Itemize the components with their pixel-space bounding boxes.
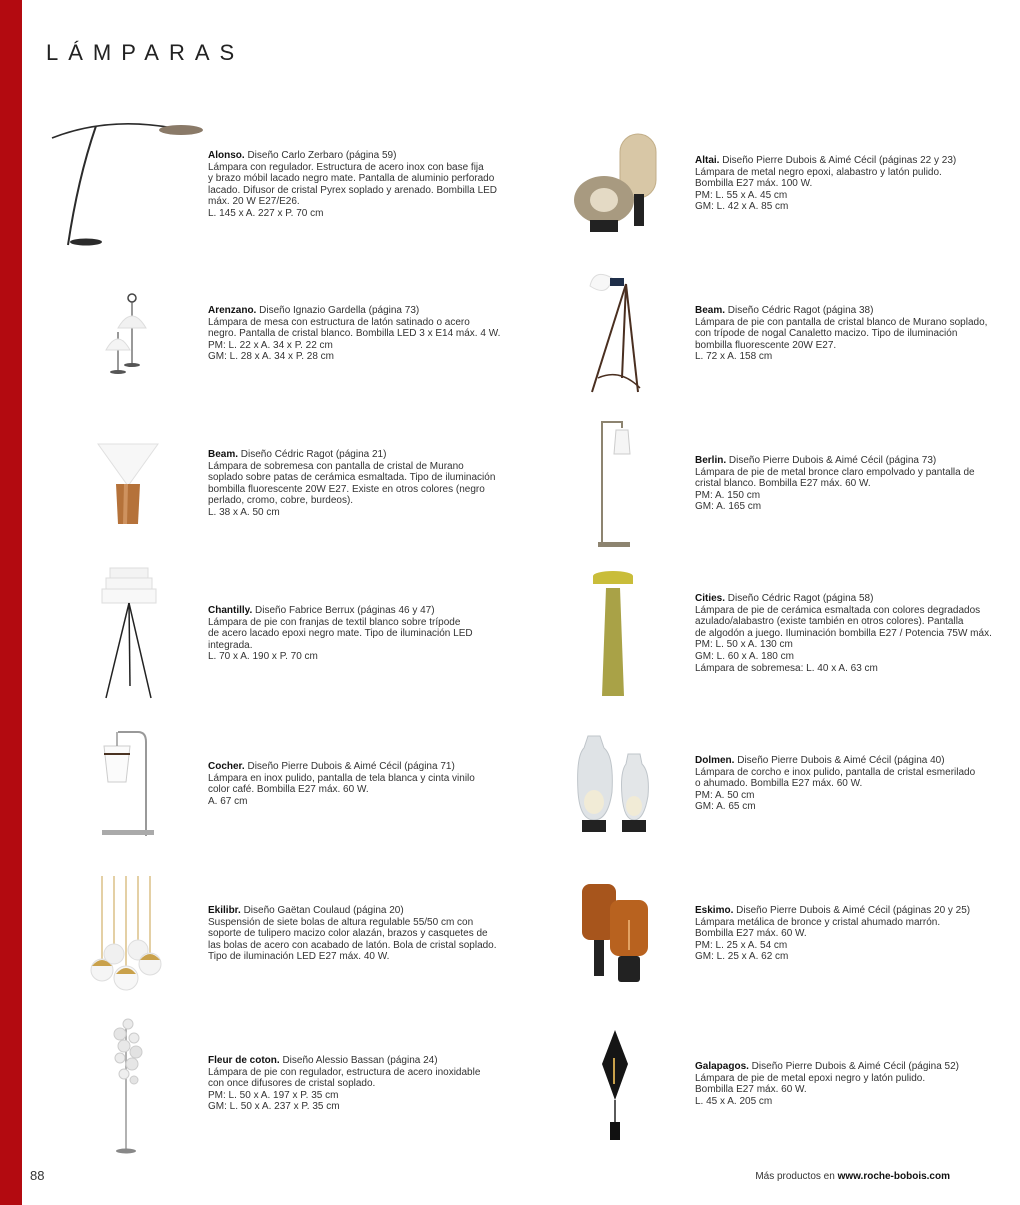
product-name: Beam. — [695, 305, 726, 316]
product-line: bombilla fluorescente 20W E27. — [695, 339, 837, 351]
cocher-lamp-image — [98, 726, 158, 842]
product-line: las bolas de acero con acabado de latón. Bola de cristal soplado. — [208, 939, 497, 951]
product-line: PM: L. 25 x A. 54 cm — [695, 939, 788, 951]
product-line: integrada. — [208, 639, 253, 651]
product-line: Diseño Gaëtan Coulaud (página 20) — [240, 905, 404, 916]
product-line: L. 70 x A. 190 x P. 70 cm — [208, 651, 318, 663]
product-chantilly — [208, 605, 508, 663]
product-line: de acero lacado epoxi negro mate. Tipo de iluminación LED — [208, 628, 473, 640]
product-fleur-de-coton — [208, 1055, 508, 1113]
arenzano-lamp-image — [100, 290, 160, 378]
product-line: con once difusores de cristal soplado. — [208, 1078, 376, 1090]
beam-table-lamp-image — [96, 440, 160, 528]
product-line: Diseño Pierre Dubois & Aimé Cécil (páginas 20 y 25) — [733, 905, 971, 916]
product-line: Diseño Pierre Dubois & Aimé Cécil (página 73) — [726, 455, 937, 466]
product-beam-floor — [695, 305, 995, 363]
product-line: Diseño Pierre Dubois & Aimé Cécil (página 52) — [748, 1061, 960, 1072]
product-line: Bombilla E27 máx. 60 W. — [695, 928, 807, 940]
product-line: GM: L. 42 x A. 85 cm — [695, 201, 789, 213]
product-line: Diseño Pierre Dubois & Aimé Cécil (página 40) — [734, 755, 945, 766]
product-line: Lámpara de pie con regulador, estructura de acero inoxidable — [208, 1066, 481, 1078]
product-line: PM: A. 50 cm — [695, 789, 755, 801]
cities-lamp-image — [590, 568, 636, 700]
product-line: Lámpara en inox pulido, pantalla de tela blanca y cinta vinilo — [208, 772, 475, 784]
product-line: PM: L. 50 x A. 197 x P. 35 cm — [208, 1089, 339, 1101]
product-line: lacado. Difusor de cristal Pyrex soplado y arenado. Bombilla LED — [208, 184, 498, 196]
product-line: Lámpara de pie con franjas de textil blanco sobre trípode — [208, 616, 461, 628]
product-name: Beam. — [208, 449, 239, 460]
product-line: Lámpara de pie de metal bronce claro empolvado y pantalla de — [695, 466, 975, 478]
product-line: Lámpara de pie de metal epoxi negro y latón pulido. — [695, 1072, 926, 1084]
product-line: azulado/alabastro (existe también en otros colores). Pantalla — [695, 616, 964, 628]
product-line: Diseño Pierre Dubois & Aimé Cécil (páginas 22 y 23) — [719, 155, 957, 166]
footer-more-products — [755, 1171, 950, 1182]
product-arenzano — [208, 305, 508, 363]
product-cocher — [208, 761, 508, 807]
product-line: L. 38 x A. 50 cm — [208, 506, 280, 518]
product-alonso — [208, 150, 508, 220]
product-line: Suspensión de siete bolas de altura regulable 55/50 cm con — [208, 916, 474, 928]
product-galapagos — [695, 1061, 995, 1107]
product-line: Bombilla E27 máx. 60 W. — [695, 1084, 807, 1096]
product-line: de algodón a juego. Iluminación bombilla E27 / Potencia 75W máx. — [695, 627, 992, 639]
product-line: Diseño Alessio Bassan (página 24) — [279, 1055, 438, 1066]
product-line: PM: L. 22 x A. 34 x P. 22 cm — [208, 339, 333, 351]
product-line: cristal blanco. Bombilla E27 máx. 60 W. — [695, 478, 871, 490]
product-line: bombilla fluorescente 20W E27. Existe en otros colores (negro — [208, 483, 485, 495]
product-line: Diseño Cédric Ragot (página 21) — [238, 449, 387, 460]
product-altai — [695, 155, 995, 213]
product-line: o ahumado. Bombilla E27 máx. 60 W. — [695, 778, 863, 790]
product-name: Cocher. — [208, 761, 245, 772]
product-line: GM: A. 165 cm — [695, 501, 762, 513]
product-dolmen — [695, 755, 995, 813]
product-line: Lámpara de sobremesa: L. 40 x A. 63 cm — [695, 662, 878, 674]
product-line: PM: L. 50 x A. 130 cm — [695, 639, 793, 651]
product-line: GM: L. 28 x A. 34 x P. 28 cm — [208, 351, 334, 363]
product-line: negro. Pantalla de cristal blanco. Bombilla LED 3 x E14 máx. 4 W. — [208, 328, 501, 340]
product-name: Dolmen. — [695, 755, 735, 766]
product-eskimo — [695, 905, 995, 963]
footer-url-link[interactable]: www.roche-bobois.com — [837, 1171, 950, 1182]
product-line: Lámpara de metal negro epoxi, alabastro y latón pulido. — [695, 166, 942, 178]
eskimo-lamp-image — [580, 880, 652, 986]
product-line: L. 45 x A. 205 cm — [695, 1095, 773, 1107]
product-line: perlado, cromo, cobre, burdeos). — [208, 495, 354, 507]
product-line: Lámpara de sobremesa con pantalla de cristal de Murano — [208, 460, 464, 472]
product-line: Diseño Fabrice Berrux (páginas 46 y 47) — [252, 605, 435, 616]
product-line: máx. 20 W E27/E26. — [208, 196, 300, 208]
product-line: Diseño Pierre Dubois & Aimé Cécil (página 71) — [244, 761, 455, 772]
product-line: Diseño Ignazio Gardella (página 73) — [256, 305, 420, 316]
product-line: Lámpara metálica de bronce y cristal ahumado marrón. — [695, 916, 941, 928]
product-line: GM: L. 60 x A. 180 cm — [695, 650, 794, 662]
product-cities — [695, 593, 995, 674]
product-name: Galapagos. — [695, 1061, 749, 1072]
red-margin-bar — [0, 0, 22, 1205]
berlin-lamp-image — [594, 418, 640, 550]
page-title: LÁMPARAS — [46, 40, 245, 65]
product-line: L. 145 x A. 227 x P. 70 cm — [208, 207, 324, 219]
product-line: Lámpara de mesa con estructura de latón satinado o acero — [208, 316, 470, 328]
product-line: soporte de tulipero macizo color alazán, brazos y casquetes de — [208, 928, 488, 940]
product-name: Chantilly. — [208, 605, 253, 616]
product-line: GM: L. 50 x A. 237 x P. 35 cm — [208, 1101, 340, 1113]
alonso-lamp-image — [48, 118, 208, 250]
product-beam-table — [208, 449, 508, 519]
product-line: A. 67 cm — [208, 795, 248, 807]
product-name: Eskimo. — [695, 905, 734, 916]
product-line: Lámpara con regulador. Estructura de acero inox con base fija — [208, 161, 484, 173]
galapagos-lamp-image — [600, 1028, 630, 1142]
product-line: Bombilla E27 máx. 100 W. — [695, 178, 813, 190]
product-line: soplado sobre patas de cerámica esmaltada. Tipo de iluminación — [208, 472, 496, 484]
chantilly-lamp-image — [96, 566, 162, 702]
product-name: Cities. — [695, 593, 726, 604]
footer-prefix: Más productos en — [755, 1171, 838, 1182]
product-name: Altai. — [695, 155, 720, 166]
product-name: Alonso. — [208, 150, 245, 161]
product-line: Lámpara de pie de cerámica esmaltada con colores degradados — [695, 604, 981, 616]
product-name: Arenzano. — [208, 305, 257, 316]
page-number: 88 — [30, 1168, 45, 1183]
product-line: Diseño Carlo Zerbaro (página 59) — [244, 150, 397, 161]
product-name: Fleur de coton. — [208, 1055, 280, 1066]
fleur-de-coton-lamp-image — [106, 1016, 150, 1156]
product-line: GM: A. 65 cm — [695, 801, 756, 813]
product-line: PM: L. 55 x A. 45 cm — [695, 189, 788, 201]
product-line: y brazo móbil lacado negro mate. Pantalla de aluminio perforado — [208, 173, 495, 185]
product-name: Ekilibr. — [208, 905, 241, 916]
beam-floor-lamp-image — [586, 268, 646, 398]
product-line: L. 72 x A. 158 cm — [695, 351, 773, 363]
altai-lamp-image — [570, 130, 662, 234]
product-berlin — [695, 455, 995, 513]
product-line: Diseño Cédric Ragot (página 58) — [725, 593, 874, 604]
product-line: PM: A. 150 cm — [695, 489, 761, 501]
product-line: Diseño Cédric Ragot (página 38) — [725, 305, 874, 316]
product-ekilibr — [208, 905, 508, 963]
product-name: Berlin. — [695, 455, 727, 466]
product-line: Lámpara de corcho e inox pulido, pantalla de cristal esmerilado — [695, 766, 976, 778]
ekilibr-lamp-image — [88, 874, 168, 996]
product-line: Lámpara de pie con pantalla de cristal blanco de Murano soplado, — [695, 316, 988, 328]
product-line: con trípode de nogal Canaletto macizo. Tipo de iluminación — [695, 328, 958, 340]
product-line: GM: L. 25 x A. 62 cm — [695, 951, 789, 963]
dolmen-lamp-image — [572, 732, 662, 836]
product-line: color café. Bombilla E27 máx. 60 W. — [208, 784, 369, 796]
product-line: Tipo de iluminación LED E27 máx. 40 W. — [208, 951, 390, 963]
